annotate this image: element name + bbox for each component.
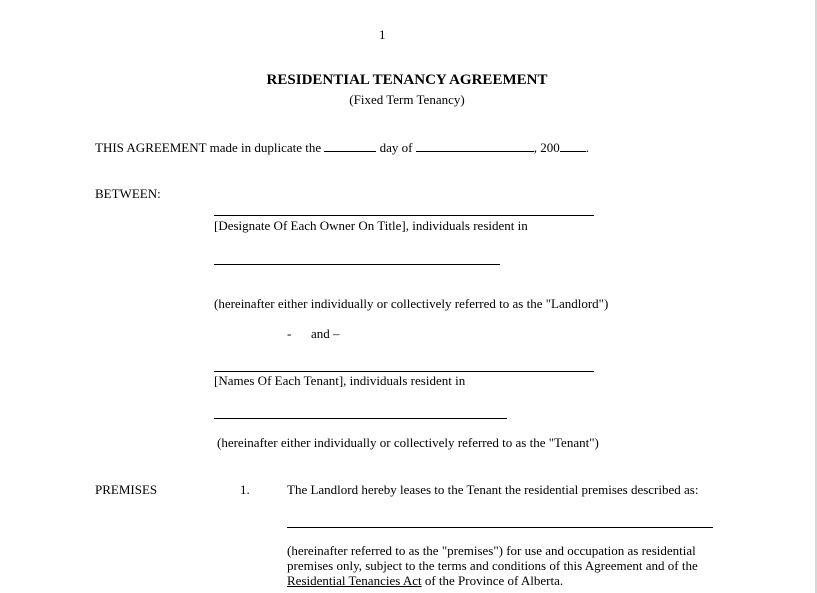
month-blank[interactable] bbox=[416, 140, 534, 152]
clause-number: 1. bbox=[240, 482, 250, 497]
tenant-name-line[interactable] bbox=[214, 371, 594, 372]
document-subtitle: (Fixed Term Tenancy) bbox=[349, 92, 465, 107]
owner-label: [Designate Of Each Owner On Title], individuals resident in bbox=[214, 218, 528, 233]
document-title: RESIDENTIAL TENANCY AGREEMENT bbox=[266, 72, 548, 88]
and-dash: - bbox=[287, 326, 292, 341]
owner-residence-line[interactable] bbox=[214, 264, 500, 265]
premises-description-line[interactable] bbox=[287, 527, 713, 528]
year-prefix: , 200 bbox=[533, 140, 560, 155]
and-separator: and – bbox=[311, 326, 340, 341]
year-blank[interactable] bbox=[560, 140, 586, 152]
date-period: . bbox=[585, 140, 589, 155]
agreement-date-line bbox=[95, 140, 589, 155]
clause-text: The Landlord hereby leases to the Tenant the residential premises described as: bbox=[287, 482, 699, 497]
para-start: (hereinafter referred to as the "premises") for use and occupation as residential premises only, subject to the terms and conditions of this Agreement and of the bbox=[287, 543, 698, 573]
page-number: 1 bbox=[379, 27, 386, 42]
day-of-label: day of bbox=[379, 140, 413, 155]
tenant-reference: (hereinafter either individually or collectively referred to as the "Tenant") bbox=[217, 435, 599, 450]
premises-paragraph bbox=[287, 543, 717, 588]
tenant-residence-line[interactable] bbox=[214, 418, 507, 419]
para-end: of the Province of Alberta. bbox=[424, 573, 564, 588]
between-label: BETWEEN: bbox=[95, 186, 161, 201]
agreement-prefix: THIS AGREEMENT made in duplicate the bbox=[95, 140, 322, 155]
owner-name-line[interactable] bbox=[214, 215, 594, 216]
act-name: Residential Tenancies Act bbox=[287, 573, 422, 588]
premises-heading: PREMISES bbox=[95, 482, 158, 497]
day-blank[interactable] bbox=[324, 140, 376, 152]
tenant-label: [Names Of Each Tenant], individuals resident in bbox=[214, 373, 466, 388]
landlord-reference: (hereinafter either individually or collectively referred to as the "Landlord") bbox=[214, 296, 609, 311]
